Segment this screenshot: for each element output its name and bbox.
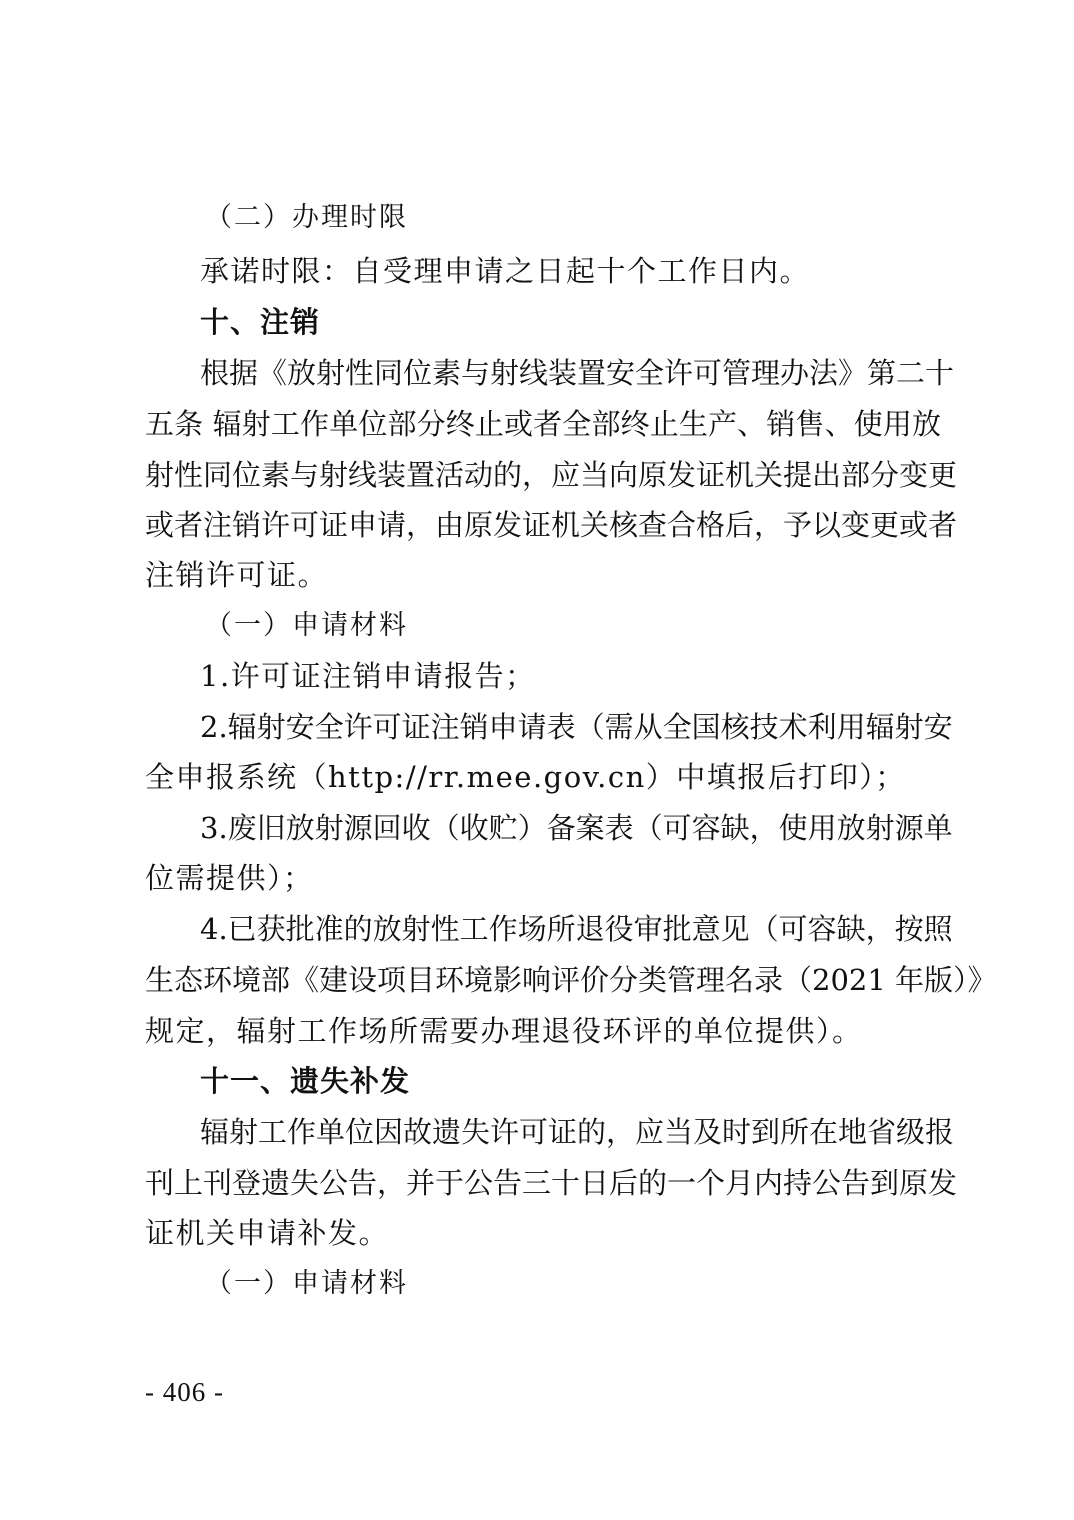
paragraph-line: 或者注销许可证申请，由原发证机关核查合格后，予以变更或者: [145, 508, 958, 542]
list-item-continuation: 生态环境部《建设项目环境影响评价分类管理名录（2021 年版）》: [145, 963, 997, 997]
list-item-continuation: 位需提供）；: [145, 861, 314, 895]
paragraph-line: 刊上刊登遗失公告，并于公告三十日后的一个月内持公告到原发: [145, 1166, 958, 1200]
section-heading-processing-time: （二）办理时限: [205, 202, 408, 233]
list-item-continuation: 规定，辐射工作场所需要办理退役环评的单位提供）。: [145, 1014, 863, 1048]
list-item: 3.废旧放射源回收（收贮）备案表（可容缺，使用放射源单: [200, 811, 953, 845]
section-heading-application-materials: （一）申请材料: [205, 610, 408, 641]
page-number: - 406 -: [145, 1377, 224, 1407]
paragraph-line: 射性同位素与射线装置活动的，应当向原发证机关提出部分变更: [145, 458, 958, 492]
heading-cancellation: 十、注销: [200, 305, 321, 339]
list-item: 4.已获批准的放射性工作场所退役审批意见（可容缺，按照: [200, 912, 953, 946]
paragraph-line: 根据《放射性同位素与射线装置安全许可管理办法》第二十: [200, 356, 955, 390]
list-item: 2.辐射安全许可证注销申请表（需从全国核技术利用辐射安: [200, 710, 953, 744]
paragraph-line: 承诺时限：自受理申请之日起十个工作日内。: [200, 254, 811, 288]
section-heading-application-materials: （一）申请材料: [205, 1268, 408, 1299]
paragraph-line: 证机关申请补发。: [145, 1216, 390, 1250]
paragraph-line: 辐射工作单位因故遗失许可证的，应当及时到所在地省级报: [200, 1115, 955, 1149]
paragraph-line: 五条 辐射工作单位部分终止或者全部终止生产、销售、使用放: [145, 407, 941, 441]
list-item: 1.许可证注销申请报告；: [200, 659, 536, 693]
list-item-continuation: 全申报系统（http://rr.mee.gov.cn）中填报后打印）；: [145, 760, 906, 794]
heading-lost-reissue: 十一、遗失补发: [200, 1064, 411, 1098]
paragraph-line: 注销许可证。: [145, 558, 329, 592]
